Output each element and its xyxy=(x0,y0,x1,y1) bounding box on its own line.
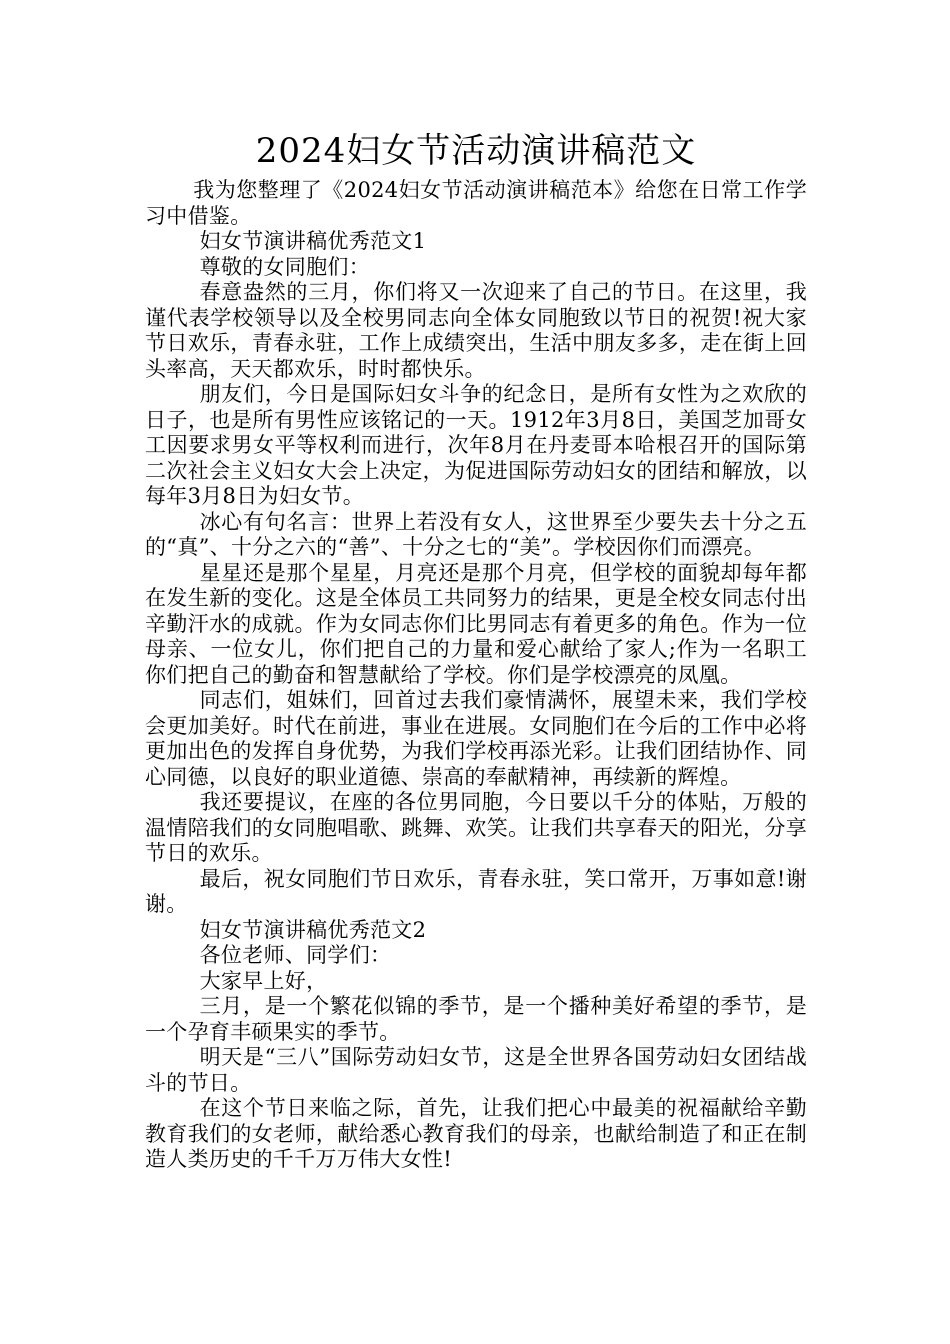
section-heading-1: 妇女节演讲稿优秀范文1 xyxy=(199,229,427,253)
body-paragraph: 三月，是一个繁花似锦的季节，是一个播种美好希望的季节，是一个孕育丰硕果实的季节。 xyxy=(145,994,807,1044)
body-paragraph: 春意盎然的三月，你们将又一次迎来了自己的节日。在这里，我谨代表学校领导以及全校男同志向全体女同胞致以节日的祝贺!祝大家节日欢乐，青春永驻，工作上成绩突出，生活中朋友多多，走在街上回头率高，天天都欢乐，时时都快乐。 xyxy=(145,280,807,381)
salutation-2: 各位老师、同学们： xyxy=(199,943,392,967)
body-paragraph: 朋友们，今日是国际妇女斗争的纪念日，是所有女性为之欢欣的日子，也是所有男性应该铭记的一天。1912年3月8日，美国芝加哥女工因要求男女平等权利而进行，次年8月在丹麦哥本哈根召开的国际第二次社会主义妇女大会上决定，为促进国际劳动妇女的团结和解放，以每年3月8日为妇女节。 xyxy=(145,382,807,508)
body-paragraph: 同志们，姐妹们，回首过去我们豪情满怀，展望未来，我们学校会更加美好。时代在前进，事业在进展。女同胞们在今后的工作中必将更加出色的发挥自身优势，为我们学校再添光彩。让我们团结协作、同心同德，以良好的职业道德、崇高的奉献精神，再续新的辉煌。 xyxy=(145,688,807,789)
body-paragraph: 在这个节日来临之际，首先，让我们把心中最美的祝福献给辛勤教育我们的女老师，献给悉心教育我们的母亲，也献给制造了和正在制造人类历史的千千万万伟大女性! xyxy=(145,1096,807,1171)
greeting-line: 大家早上好， xyxy=(199,968,328,993)
body-paragraph: 冰心有句名言：世界上若没有女人，这世界至少要失去十分之五的“真”、十分之六的“善”、十分之七的“美”。学校因你们而漂亮。 xyxy=(145,509,807,559)
body-paragraph: 我还要提议，在座的各位男同胞，今日要以千分的体贴，万般的温情陪我们的女同胞唱歌、跳舞、欢笑。让我们共享春天的阳光，分享节日的欢乐。 xyxy=(145,790,807,865)
page-title: 2024妇女节活动演讲稿范文 xyxy=(255,131,697,171)
section-heading-2: 妇女节演讲稿优秀范文2 xyxy=(199,917,427,942)
salutation-1: 尊敬的女同胞们： xyxy=(199,254,370,279)
closing-paragraph: 最后，祝女同胞们节日欢乐，青春永驻，笑口常开，万事如意!谢谢。 xyxy=(145,866,807,916)
body-paragraph: 明天是“三八”国际劳动妇女节，这是全世界各国劳动妇女团结战斗的节日。 xyxy=(145,1045,807,1095)
document-body xyxy=(145,126,807,1173)
body-paragraph: 星星还是那个星星，月亮还是那个月亮，但学校的面貌却每年都在发生新的变化。这是全体员工共同努力的结果，更是全校女同志付出辛勤汗水的成就。作为女同志你们比男同志有着更多的角色。作为一位母亲、一位女儿，你们把自己的力量和爱心献给了家人;作为一名职工你们把自己的勤奋和智慧献给了学校。你们是学校漂亮的凤凰。 xyxy=(145,560,807,687)
intro-paragraph: 我为您整理了《2024妇女节活动演讲稿范本》给您在日常工作学习中借鉴。 xyxy=(145,178,807,228)
